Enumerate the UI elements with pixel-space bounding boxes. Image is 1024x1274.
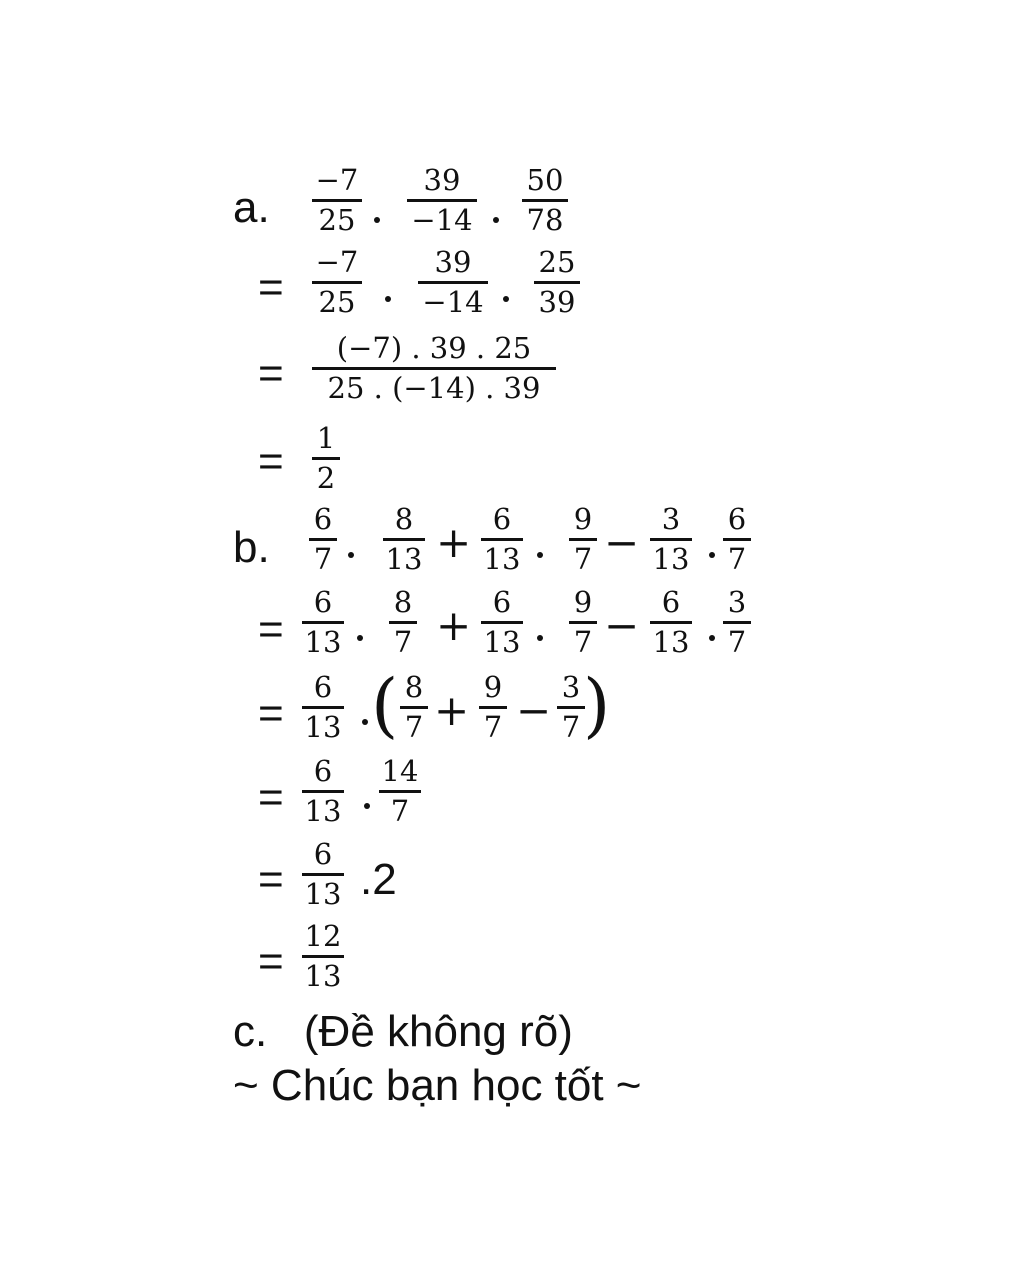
equals-sign: =: [258, 773, 284, 822]
equals-sign: =: [258, 605, 284, 654]
fraction: 9 7: [569, 505, 597, 574]
part-b-label: b.: [233, 523, 270, 572]
fraction: 14 7: [379, 757, 421, 826]
fraction: 6 13: [650, 588, 692, 657]
fraction: 8 7: [389, 588, 417, 657]
equals-sign: =: [258, 263, 284, 312]
fraction: 6 13: [302, 588, 344, 657]
multiply-dot: [362, 719, 368, 725]
equals-sign: =: [258, 855, 284, 904]
multiply-dot: [709, 635, 715, 641]
plus-sign: +: [436, 601, 472, 650]
fraction: 8 7: [400, 673, 428, 742]
fraction: 6 13: [481, 505, 523, 574]
part-c-line: c. (Đề không rõ): [233, 1007, 573, 1056]
fraction: 9 7: [479, 673, 507, 742]
plus-sign: +: [436, 518, 472, 567]
plus-sign: +: [434, 686, 470, 735]
fraction: 6 13: [302, 673, 344, 742]
equals-sign: =: [258, 437, 284, 486]
fraction: 6 13: [481, 588, 523, 657]
part-a-label: a.: [233, 183, 270, 232]
minus-sign: −: [604, 601, 640, 650]
minus-sign: −: [604, 518, 640, 567]
equals-sign: =: [258, 349, 284, 398]
fraction: −7 25: [312, 166, 362, 235]
multiply-dot: [537, 635, 543, 641]
fraction: 8 13: [383, 505, 425, 574]
fraction: 25 39: [534, 248, 580, 317]
multiply-dot: [503, 296, 509, 302]
fraction: 39 −14: [418, 248, 488, 317]
multiply-dot: [709, 552, 715, 558]
equals-sign: =: [258, 689, 284, 738]
fraction: 6 13: [302, 840, 344, 909]
multiply-dot: [364, 803, 370, 809]
fraction: 3 7: [557, 673, 585, 742]
fraction: −7 25: [312, 248, 362, 317]
fraction: 39 −14: [407, 166, 477, 235]
minus-sign: −: [516, 686, 552, 735]
multiply-dot: [537, 552, 543, 558]
fraction: 6 13: [302, 757, 344, 826]
fraction: 12 13: [302, 922, 344, 991]
closing-line: ~ Chúc bạn học tốt ~: [233, 1061, 642, 1110]
multiply-dot: [385, 296, 391, 302]
right-parenthesis: ): [583, 664, 611, 746]
equals-sign: =: [258, 937, 284, 986]
fraction: 6 7: [723, 505, 751, 574]
fraction: 50 78: [522, 166, 568, 235]
multiply-dot: [348, 552, 354, 558]
multiply-dot: [357, 635, 363, 641]
multiply-two: .2: [360, 855, 397, 904]
multiply-dot: [493, 217, 499, 223]
fraction: 6 7: [309, 505, 337, 574]
fraction: 9 7: [569, 588, 597, 657]
fraction: (−7) . 39 . 25 25 . (−14) . 39: [312, 334, 556, 403]
fraction: 3 13: [650, 505, 692, 574]
multiply-dot: [374, 217, 380, 223]
fraction: 1 2: [312, 424, 340, 493]
fraction: 3 7: [723, 588, 751, 657]
left-parenthesis: (: [371, 664, 399, 746]
